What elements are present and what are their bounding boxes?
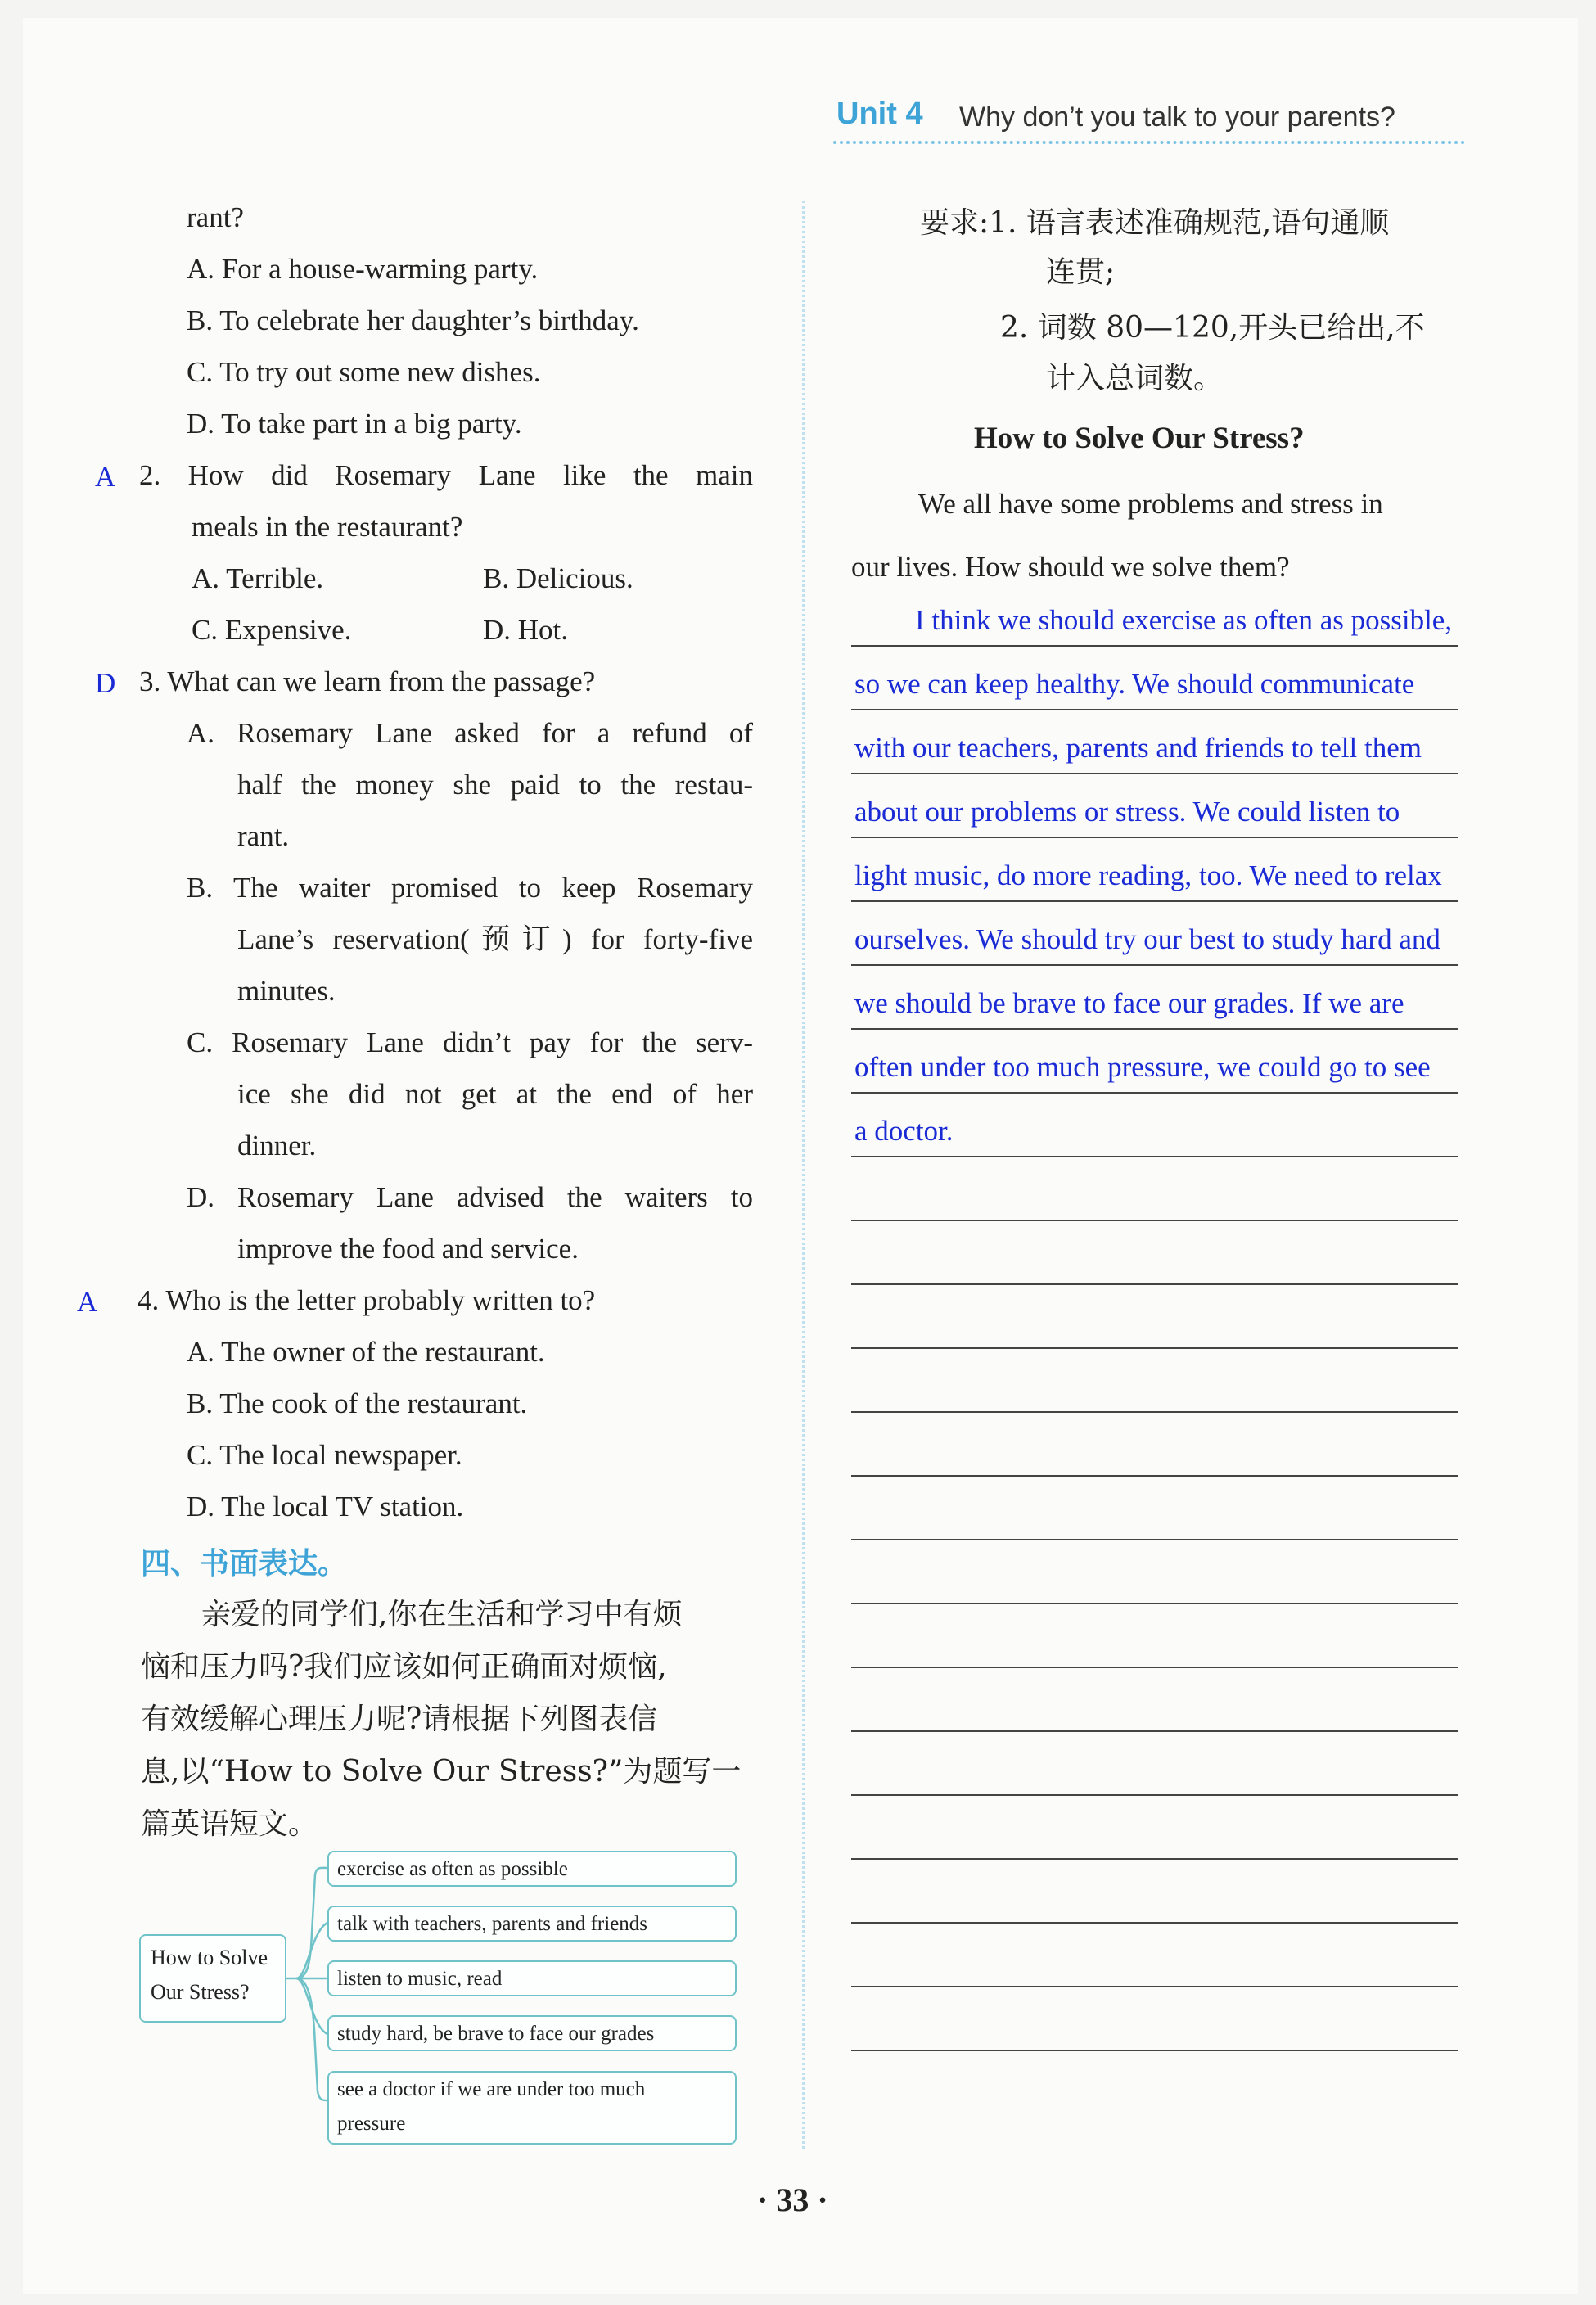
q3-option-b-3: minutes.: [237, 975, 336, 1007]
essay-line-4: about our problems or stress. We could listen to: [854, 796, 1400, 828]
q3-option-d-1: D. Rosemary Lane advised the waiters to: [187, 1181, 753, 1213]
q2-option-c: C. Expensive.: [192, 614, 352, 646]
mindmap-item-music: listen to music, read: [327, 1960, 737, 1996]
writing-line: [851, 837, 1458, 838]
essay-line-9: a doctor.: [854, 1115, 954, 1147]
writing-line: [851, 1411, 1458, 1413]
q4-option-a: A. The owner of the restaurant.: [187, 1336, 545, 1368]
q2-stem-1: 2. How did Rosemary Lane like the main: [139, 459, 753, 491]
essay-line-3: with our teachers, parents and friends to tell them: [854, 732, 1422, 764]
essay-title: How to Solve Our Stress?: [974, 422, 1305, 455]
q1-option-c: C. To try out some new dishes.: [187, 356, 541, 388]
writing-line: [851, 2050, 1458, 2051]
prompt-line-5: 篇英语短文。: [141, 1807, 318, 1841]
mindmap-root-line-2: Our Stress?: [151, 1980, 250, 2004]
requirement-1b: 连贯;: [1046, 255, 1116, 289]
q3-option-a-2: half the money she paid to the restau-: [237, 769, 753, 801]
writing-line: [851, 964, 1458, 966]
mindmap-item-doctor-line-2: pressure: [337, 2113, 406, 2135]
requirement-2b: 计入总词数。: [1046, 362, 1224, 395]
writing-line: [851, 900, 1458, 902]
q3-stem: 3. What can we learn from the passage?: [139, 665, 596, 697]
writing-line: [851, 1794, 1458, 1796]
unit-title: Why don’t you talk to your parents?: [959, 101, 1395, 133]
writing-line: [851, 773, 1458, 774]
q3-option-a-1: A. Rosemary Lane asked for a refund of: [187, 717, 753, 749]
q4-option-c: C. The local newspaper.: [187, 1439, 462, 1471]
writing-line: [851, 1539, 1458, 1540]
prompt-line-1: 亲爱的同学们,你在生活和学习中有烦: [201, 1598, 683, 1631]
mindmap-root: [139, 1934, 286, 2023]
q3-option-a-3: rant.: [237, 820, 290, 852]
essay-intro-1: We all have some problems and stress in: [918, 488, 1383, 520]
writing-line: [851, 1922, 1458, 1924]
essay-line-2: so we can keep healthy. We should communicate: [854, 668, 1415, 700]
mindmap-item-talk: talk with teachers, parents and friends: [327, 1906, 737, 1942]
essay-line-5: light music, do more reading, too. We need to relax: [854, 859, 1442, 891]
section-title: 四、书面表达。: [141, 1547, 348, 1581]
mindmap-item-doctor-line-1: see a doctor if we are under too much: [337, 2078, 646, 2100]
q3-option-c-3: dinner.: [237, 1130, 317, 1162]
q1-tail: rant?: [187, 201, 244, 233]
writing-line: [851, 1603, 1458, 1604]
writing-line: [851, 645, 1458, 647]
mindmap-item-exercise: exercise as often as possible: [327, 1851, 737, 1887]
q3-option-b-2: Lane’s reservation(预订) for forty-five: [237, 923, 753, 955]
mindmap-item-study: study hard, be brave to face our grades: [327, 2015, 737, 2051]
q4-stem: 4. Who is the letter probably written to?: [138, 1284, 596, 1316]
q3-option-c-2: ice she did not get at the end of her: [237, 1078, 753, 1110]
essay-line-6: ourselves. We should try our best to study hard and: [854, 923, 1440, 955]
q1-option-d: D. To take part in a big party.: [187, 408, 522, 440]
mindmap-item-doctor: [327, 2071, 737, 2145]
mindmap-root-line-1: How to Solve: [151, 1946, 268, 1969]
writing-line: [851, 1092, 1458, 1094]
q2-option-b: B. Delicious.: [483, 562, 633, 594]
q2-answer: A: [95, 461, 116, 493]
essay-line-8: often under too much pressure, we could go to see: [854, 1051, 1431, 1083]
q4-option-d: D. The local TV station.: [187, 1491, 464, 1522]
requirement-2a: 2. 词数 80—120,开头已给出,不: [1000, 311, 1425, 345]
q4-answer: A: [77, 1286, 98, 1318]
writing-line: [851, 1156, 1458, 1157]
q3-option-b-1: B. The waiter promised to keep Rosemary: [187, 872, 753, 904]
q3-option-c-1: C. Rosemary Lane didn’t pay for the serv-: [187, 1026, 753, 1058]
writing-line: [851, 1667, 1458, 1668]
writing-line: [851, 1283, 1458, 1285]
writing-line: [851, 1986, 1458, 1987]
prompt-line-3: 有效缓解心理压力呢?请根据下列图表信: [141, 1703, 658, 1736]
q3-answer: D: [95, 667, 116, 699]
q4-option-b: B. The cook of the restaurant.: [187, 1387, 528, 1419]
writing-line: [851, 1347, 1458, 1349]
writing-line: [851, 1858, 1458, 1860]
q2-option-d: D. Hot.: [483, 614, 569, 646]
writing-line: [851, 1475, 1458, 1477]
essay-line-7: we should be brave to face our grades. If we are: [854, 987, 1404, 1019]
essay-intro-2: our lives. How should we solve them?: [851, 551, 1290, 583]
writing-line: [851, 1220, 1458, 1221]
unit-number: 4: [905, 97, 923, 131]
q2-stem-2: meals in the restaurant?: [192, 511, 463, 543]
q3-option-d-2: improve the food and service.: [237, 1233, 579, 1265]
writing-line: [851, 1730, 1458, 1732]
page-number: · 33 ·: [757, 2181, 828, 2218]
unit-word: Unit: [836, 97, 897, 131]
q1-option-b: B. To celebrate her daughter’s birthday.: [187, 304, 639, 336]
writing-line: [851, 709, 1458, 710]
q1-option-a: A. For a house-warming party.: [187, 253, 539, 285]
essay-line-1: I think we should exercise as often as possible,: [915, 604, 1453, 636]
requirement-1a: 要求:1. 语言表述准确规范,语句通顺: [920, 206, 1390, 240]
writing-line: [851, 1028, 1458, 1030]
q2-option-a: A. Terrible.: [192, 562, 324, 594]
prompt-line-4: 息,以“How to Solve Our Stress?”为题写一: [141, 1755, 742, 1789]
prompt-line-2: 恼和压力吗?我们应该如何正确面对烦恼,: [141, 1650, 667, 1684]
